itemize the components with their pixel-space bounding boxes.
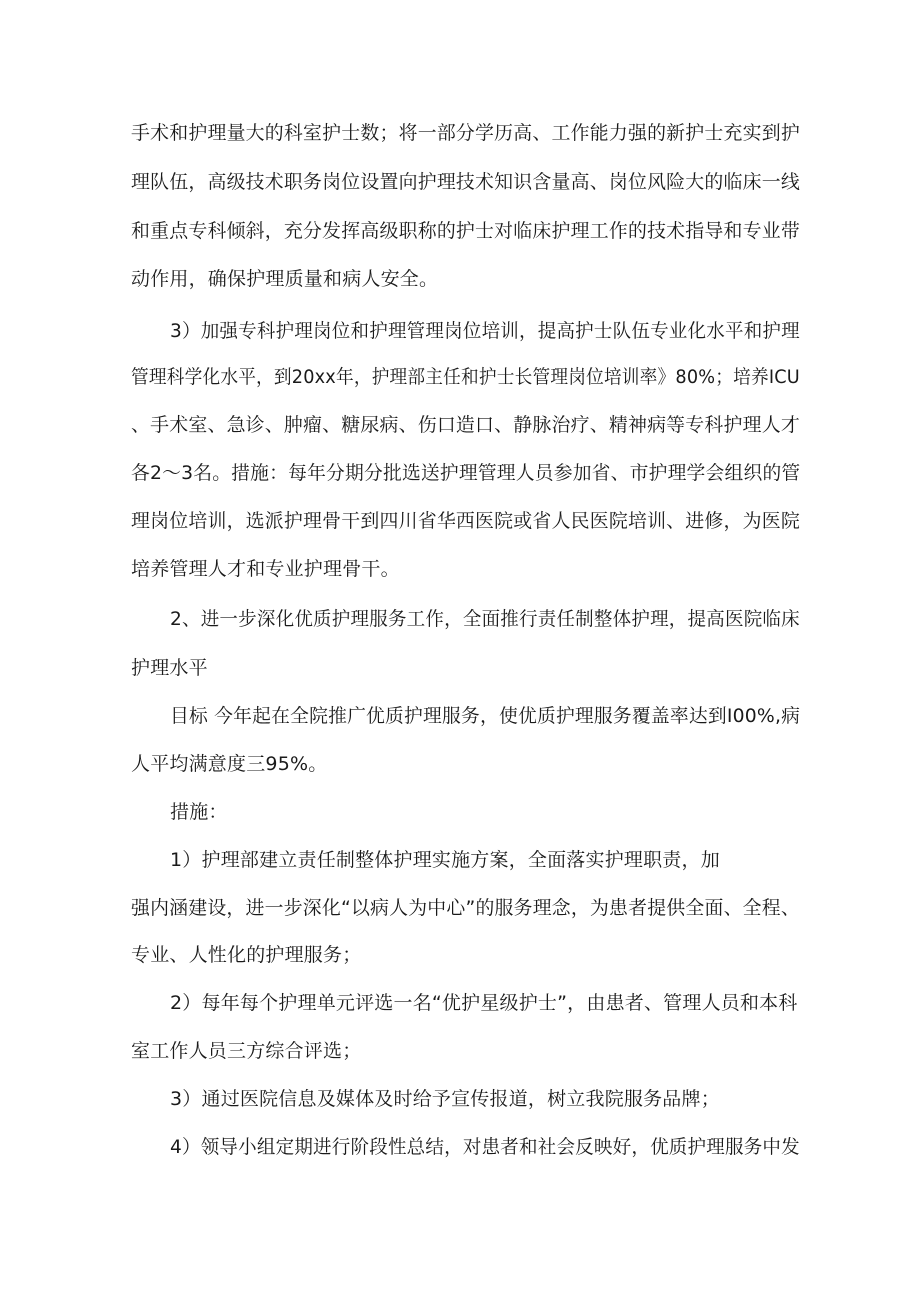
text-line: 各2～3名。措施：每年分期分批选送护理管理人员参加省、市护理学会组织的管	[131, 462, 801, 484]
text-line: 2）每年每个护理单元评选一名“优护星级护士”，由患者、管理人员和本科	[170, 992, 798, 1014]
text-line: 、手术室、急诊、肿瘤、糖尿病、伤口造口、静脉治疗、精神病等专科护理人才	[131, 414, 800, 436]
text-line: 4）领导小组定期进行阶段性总结，对患者和社会反映好，优质护理服务中发	[170, 1136, 800, 1158]
text-line: 强内涵建设，进一步深化“以病人为中心”的服务理念，为患者提供全面、全程、	[131, 897, 800, 919]
text-line: 室工作人员三方综合评选；	[131, 1040, 362, 1062]
text-line: 理岗位培训，选派护理骨干到四川省华西医院或省人民医院培训、进修，为医院	[131, 510, 800, 532]
text-line: 护理水平	[131, 657, 208, 679]
text-line: 措施：	[170, 801, 228, 823]
text-line: 培养管理人才和专业护理骨干。	[131, 558, 400, 580]
text-line: 动作用，确保护理质量和病人安全。	[131, 268, 439, 290]
text-line: 和重点专科倾斜，充分发挥高级职称的护士对临床护理工作的技术指导和专业带	[131, 220, 800, 242]
text-line: 目标 今年起在全院推广优质护理服务，使优质护理服务覆盖率达到I00%,病	[170, 705, 801, 727]
text-line: 手术和护理量大的科室护士数；将一部分学历高、工作能力强的新护士充实到护	[131, 122, 800, 144]
text-line: 3）加强专科护理岗位和护理管理岗位培训，提高护士队伍专业化水平和护理	[170, 320, 800, 342]
text-line: 管理科学化水平，到20xx年，护理部主任和护士长管理岗位培训率》80%；培养ICU	[131, 366, 800, 388]
text-line: 1）护理部建立责任制整体护理实施方案，全面落实护理职责，加	[170, 849, 720, 871]
text-line: 理队伍，高级技术职务岗位设置向护理技术知识含量高、岗位风险大的临床一线	[131, 171, 800, 193]
text-line: 3）通过医院信息及媒体及时给予宣传报道，树立我院服务品牌；	[170, 1088, 720, 1110]
text-line: 人平均满意度三95%。	[131, 753, 328, 775]
text-line: 2、进一步深化优质护理服务工作，全面推行责任制整体护理，提高医院临床	[170, 608, 800, 630]
text-line: 专业、人性化的护理服务；	[131, 944, 362, 966]
